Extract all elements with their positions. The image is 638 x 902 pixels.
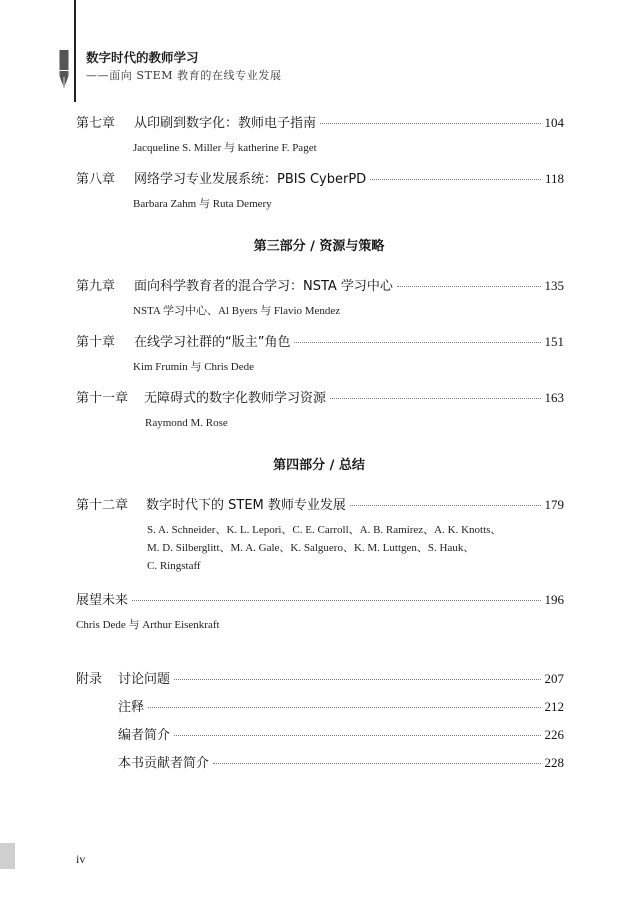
dot-leader bbox=[370, 179, 541, 180]
toc-entry-chapter-8[interactable] bbox=[76, 168, 564, 187]
dot-leader bbox=[397, 286, 541, 287]
toc-entry-chapter-9[interactable] bbox=[76, 275, 564, 294]
chapter-label: 第十章 bbox=[76, 335, 116, 350]
chapter-title: 从印刷到数字化：教师电子指南 bbox=[134, 116, 317, 131]
dot-leader bbox=[174, 735, 540, 736]
header-rule bbox=[74, 0, 76, 102]
chapter-authors: Raymond M. Rose bbox=[145, 417, 228, 429]
section-heading-part-4: 第四部分 / 总结 bbox=[273, 458, 365, 473]
pen-nib-icon bbox=[58, 50, 70, 90]
chapter-authors: Jacqueline S. Miller 与 katherine F. Paget bbox=[133, 142, 317, 154]
chapter-label: 第七章 bbox=[76, 116, 116, 131]
chapter-authors: Barbara Zahm 与 Ruta Demery bbox=[133, 198, 272, 210]
chapter-authors: NSTA 学习中心、Al Byers 与 Flavio Mendez bbox=[133, 305, 341, 317]
dot-leader bbox=[350, 505, 541, 506]
page-ref: 118 bbox=[544, 171, 564, 186]
toc-entry-appendix-notes[interactable] bbox=[118, 696, 564, 715]
entry-title: 展望未来 bbox=[76, 593, 129, 608]
dot-leader bbox=[132, 600, 540, 601]
page-ref: 207 bbox=[544, 671, 564, 686]
page-ref: 212 bbox=[544, 699, 564, 714]
dot-leader bbox=[330, 398, 540, 399]
chapter-authors-line-2: M. D. Silberglitt、M. A. Gale、K. Salguero、K. M. Luttgen、S. Hauk、 bbox=[147, 542, 475, 554]
chapter-authors-line-1: S. A. Schneider、K. L. Lepori、C. E. Carroll、A. B. Ramirez、A. K. Knotts、 bbox=[147, 524, 502, 536]
toc-entry-chapter-10[interactable] bbox=[76, 331, 564, 350]
chapter-title: 无障碍式的数字化教师学习资源 bbox=[144, 391, 327, 406]
chapter-label: 第十一章 bbox=[76, 391, 129, 406]
chapter-label: 第十二章 bbox=[76, 498, 129, 513]
appendix-item-title: 编者简介 bbox=[118, 728, 171, 743]
page-ref: 196 bbox=[544, 592, 564, 607]
page-ref: 163 bbox=[544, 390, 564, 405]
book-subtitle: ——面向 STEM 教育的在线专业发展 bbox=[86, 69, 282, 82]
dot-leader bbox=[174, 679, 540, 680]
page-ref: 135 bbox=[544, 278, 564, 293]
page-ref: 228 bbox=[544, 755, 564, 770]
chapter-title: 面向科学教育者的混合学习：NSTA 学习中心 bbox=[134, 279, 393, 294]
page-ref: 179 bbox=[544, 497, 564, 512]
page-ref: 151 bbox=[544, 334, 564, 349]
chapter-authors: Kim Frumin 与 Chris Dede bbox=[133, 361, 254, 373]
chapter-title: 在线学习社群的“版主”角色 bbox=[134, 335, 291, 350]
book-title: 数字时代的教师学习 bbox=[86, 50, 199, 65]
toc-entry-appendix-contributors[interactable] bbox=[118, 752, 564, 771]
page-ref: 226 bbox=[544, 727, 564, 742]
section-heading-part-3: 第三部分 / 资源与策略 bbox=[253, 239, 385, 254]
chapter-authors-line-3: C. Ringstaff bbox=[147, 560, 201, 572]
dot-leader bbox=[320, 123, 540, 124]
appendix-label: 附录 bbox=[76, 672, 103, 687]
toc-entry-outlook[interactable] bbox=[76, 589, 564, 608]
dot-leader bbox=[294, 342, 540, 343]
dot-leader bbox=[148, 707, 540, 708]
toc-entry-appendix-editors[interactable] bbox=[118, 724, 564, 743]
entry-authors: Chris Dede 与 Arthur Eisenkraft bbox=[76, 619, 220, 631]
toc-entry-chapter-7[interactable] bbox=[76, 112, 564, 131]
chapter-label: 第九章 bbox=[76, 279, 116, 294]
chapter-title: 数字时代下的 STEM 教师专业发展 bbox=[146, 498, 346, 513]
toc-entry-chapter-12[interactable] bbox=[76, 494, 564, 513]
page-ref: 104 bbox=[544, 115, 564, 130]
toc-entry-chapter-11[interactable] bbox=[76, 387, 564, 406]
chapter-title: 网络学习专业发展系统：PBIS CyberPD bbox=[134, 172, 367, 187]
toc-entry-appendix-discussion[interactable] bbox=[76, 668, 564, 687]
dot-leader bbox=[213, 763, 540, 764]
edge-tab bbox=[0, 843, 15, 869]
appendix-item-title: 本书贡献者简介 bbox=[118, 756, 210, 771]
appendix-item-title: 注释 bbox=[118, 700, 145, 715]
page-number: iv bbox=[76, 852, 86, 866]
appendix-item-title: 讨论问题 bbox=[118, 672, 171, 687]
chapter-label: 第八章 bbox=[76, 172, 116, 187]
